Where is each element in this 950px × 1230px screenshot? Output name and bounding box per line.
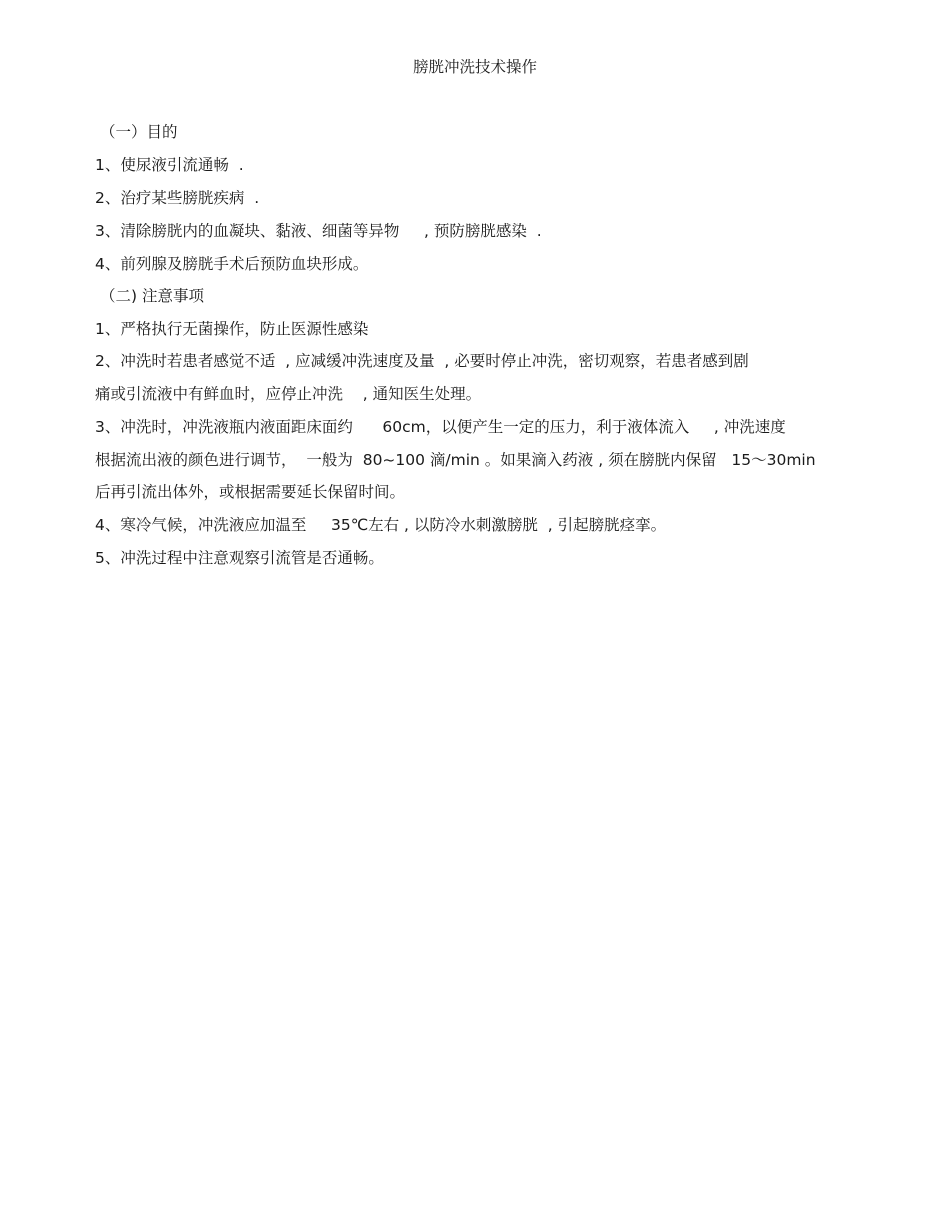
notes-item-3-line-3: 后再引流出体外，或根据需要延长保留时间。 [95,483,406,501]
notes-item-2-line-1: 2、冲洗时若患者感觉不适 , 应减缓冲洗速度及量 , 必要时停止冲洗，密切观察，若患者感到剧 [95,352,749,370]
notes-item-1: 1、严格执行无菌操作，防止医源性感染 [95,320,369,338]
notes-item-2-line-2: 痛或引流液中有鲜血时，应停止冲洗 , 通知医生处理。 [95,385,482,403]
purpose-item-3: 3、清除膀胱内的血凝块、黏液、细菌等异物 , 预防膀胱感染 . [95,222,542,240]
purpose-item-1: 1、使尿液引流通畅 . [95,156,244,174]
notes-item-5: 5、冲洗过程中注意观察引流管是否通畅。 [95,549,384,567]
document-title: 膀胱冲洗技术操作 [412,58,537,76]
purpose-item-4: 4、前列腺及膀胱手术后预防血块形成。 [95,255,369,273]
section-heading-notes: （二) 注意事项 [100,287,204,305]
notes-item-4: 4、寒冷气候，冲洗液应加温至 35℃左右 , 以防冷水刺激膀胱 , 引起膀胱痉挛。 [95,516,667,534]
purpose-item-2: 2、治疗某些膀胱疾病 . [95,189,260,207]
notes-item-3-line-1: 3、冲洗时，冲洗液瓶内液面距床面约 60cm，以便产生一定的压力，利于液体流入 , 冲洗速度 [95,418,786,436]
notes-item-3-line-2: 根据流出液的颜色进行调节， 一般为 80~100 滴/min 。如果滴入药液 , 须在膀胱内保留 15～30min [95,451,816,469]
section-heading-purpose: （一）目的 [100,123,178,141]
